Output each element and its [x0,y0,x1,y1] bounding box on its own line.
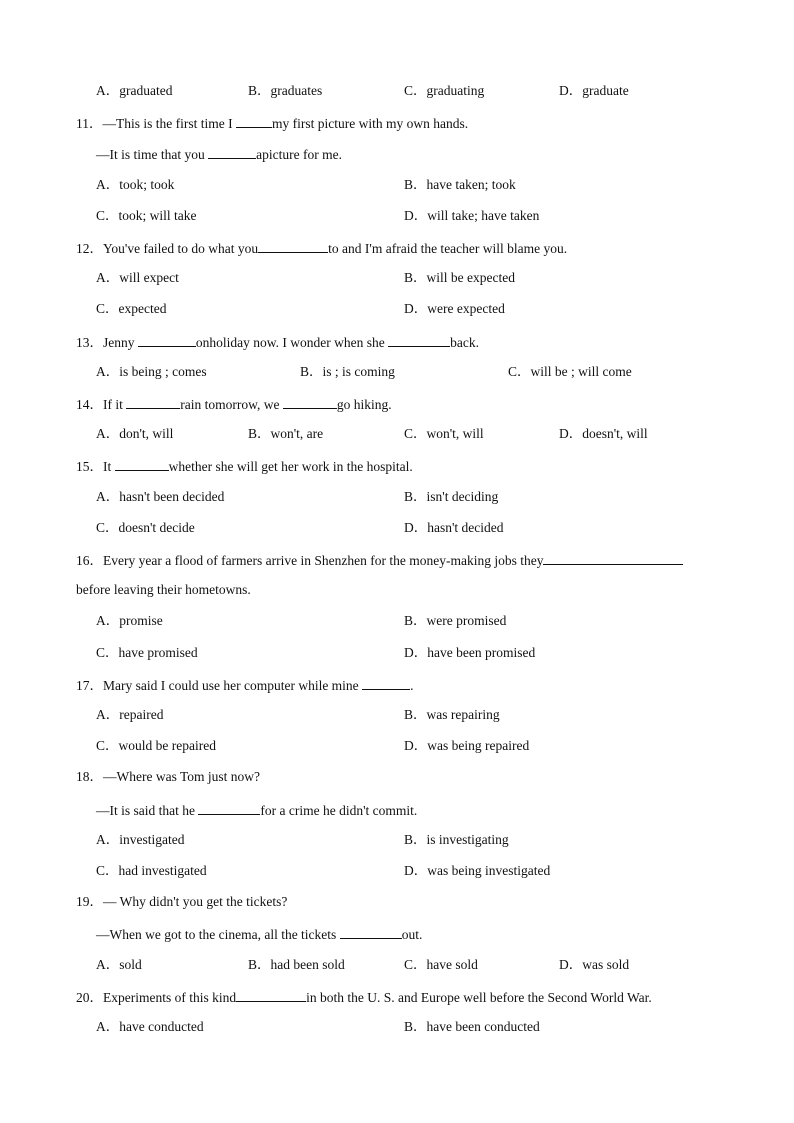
question-text-segment: go hiking. [336,397,392,412]
answer-blank [362,676,410,690]
answer-blank [115,457,169,471]
answer-blank [198,801,260,815]
question-stem [76,333,479,351]
question-text-segment: out. [401,927,423,942]
answer-option[interactable]: A．sold [96,957,142,972]
answer-blank [236,988,306,1002]
answer-option[interactable]: B．is investigating [404,832,509,847]
answer-option[interactable]: B．graduates [248,83,323,98]
answer-option[interactable]: B．have been conducted [404,1019,540,1034]
question-text-segment: apicture for me. [256,147,342,162]
answer-option[interactable]: B．was repairing [404,707,500,722]
answer-option[interactable]: A．will expect [96,270,179,285]
question-text-segment: to and I'm afraid the teacher will blame you. [328,241,568,256]
question-text-segment: back. [450,335,479,350]
answer-option[interactable]: C．have sold [404,957,478,972]
question-text-segment: —It is said that he [96,803,199,818]
question-stem [76,395,392,413]
answer-blank [543,551,683,565]
question-text-segment: 19．— Why didn't you get the tickets? [76,894,288,909]
answer-option[interactable]: C．took; will take [96,208,197,223]
question-text-segment: —It is time that you [96,147,209,162]
answer-option[interactable]: D．doesn't, will [559,426,648,441]
answer-option[interactable]: B．will be expected [404,270,515,285]
answer-option[interactable]: D．graduate [559,83,629,98]
question-text [96,145,342,163]
question-text-segment: 13．Jenny [76,335,138,350]
answer-blank [126,395,180,409]
question-text-segment: before leaving their hometowns. [76,582,251,597]
answer-option[interactable]: C．have promised [96,645,198,660]
answer-blank [138,333,196,347]
question-stem [76,894,287,910]
question-stem [76,239,567,257]
question-text-segment: —When we got to the cinema, all the tickets [96,927,340,942]
answer-option[interactable]: A．repaired [96,707,164,722]
answer-option[interactable]: A．is being ; comes [96,364,207,379]
answer-blank [208,145,256,159]
question-text-segment: onholiday now. I wonder when she [195,335,389,350]
question-text-segment: 16．Every year a flood of farmers arrive in Shenzhen for the money-making jobs they [76,553,544,568]
question-text-segment: 14．If it [76,397,127,412]
answer-option[interactable]: D．hasn't decided [404,520,504,535]
answer-blank [388,333,450,347]
question-stem [76,114,468,132]
answer-blank [340,925,402,939]
question-text-segment: 17．Mary said I could use her computer while mine [76,678,363,693]
question-text-segment: 20．Experiments of this kind [76,990,237,1005]
question-text-segment: 12．You've failed to do what you [76,241,259,256]
answer-option[interactable]: A．investigated [96,832,185,847]
question-text-segment: my first picture with my own hands. [271,116,469,131]
question-stem [76,676,413,694]
answer-option[interactable]: C．had investigated [96,863,207,878]
answer-blank [258,239,328,253]
question-stem [76,457,413,475]
question-stem [76,988,652,1006]
question-text-segment: . [410,678,414,693]
answer-option[interactable]: C．would be repaired [96,738,216,753]
answer-option[interactable]: D．were expected [404,301,505,316]
answer-option[interactable]: D．was being repaired [404,738,530,753]
question-text-segment: 15．It [76,459,115,474]
question-text-segment: 18．—Where was Tom just now? [76,769,261,784]
answer-option[interactable]: C．won't, will [404,426,484,441]
answer-option[interactable]: C．doesn't decide [96,520,195,535]
question-text-segment: whether she will get her work in the hospital. [168,459,413,474]
answer-option[interactable]: A．have conducted [96,1019,204,1034]
question-text-segment: rain tomorrow, we [180,397,283,412]
answer-option[interactable]: B．had been sold [248,957,345,972]
question-text [96,801,417,819]
answer-option[interactable]: B．isn't deciding [404,489,499,504]
answer-blank [236,114,272,128]
answer-option[interactable]: A．hasn't been decided [96,489,225,504]
answer-option[interactable]: D．have been promised [404,645,536,660]
answer-option[interactable]: B．won't, are [248,426,324,441]
question-text-segment: 11．—This is the first time I [76,116,236,131]
answer-option[interactable]: B．have taken; took [404,177,516,192]
answer-option[interactable]: D．was being investigated [404,863,551,878]
question-text-segment: for a crime he didn't commit. [260,803,418,818]
answer-option[interactable]: A．graduated [96,83,173,98]
answer-option[interactable]: A．promise [96,613,163,628]
answer-option[interactable]: C．graduating [404,83,485,98]
answer-option[interactable]: B．were promised [404,613,507,628]
answer-option[interactable]: D．will take; have taken [404,208,540,223]
answer-option[interactable]: C．will be ; will come [508,364,632,379]
answer-option[interactable]: C．expected [96,301,167,316]
answer-option[interactable]: B．is ; is coming [300,364,395,379]
question-stem [76,551,683,569]
question-text-segment: in both the U. S. and Europe well before the Second World War. [306,990,652,1005]
question-text [76,582,251,598]
question-stem [76,769,260,785]
answer-blank [283,395,337,409]
question-text [96,925,422,943]
answer-option[interactable]: A．don't, will [96,426,174,441]
answer-option[interactable]: A．took; took [96,177,175,192]
answer-option[interactable]: D．was sold [559,957,630,972]
